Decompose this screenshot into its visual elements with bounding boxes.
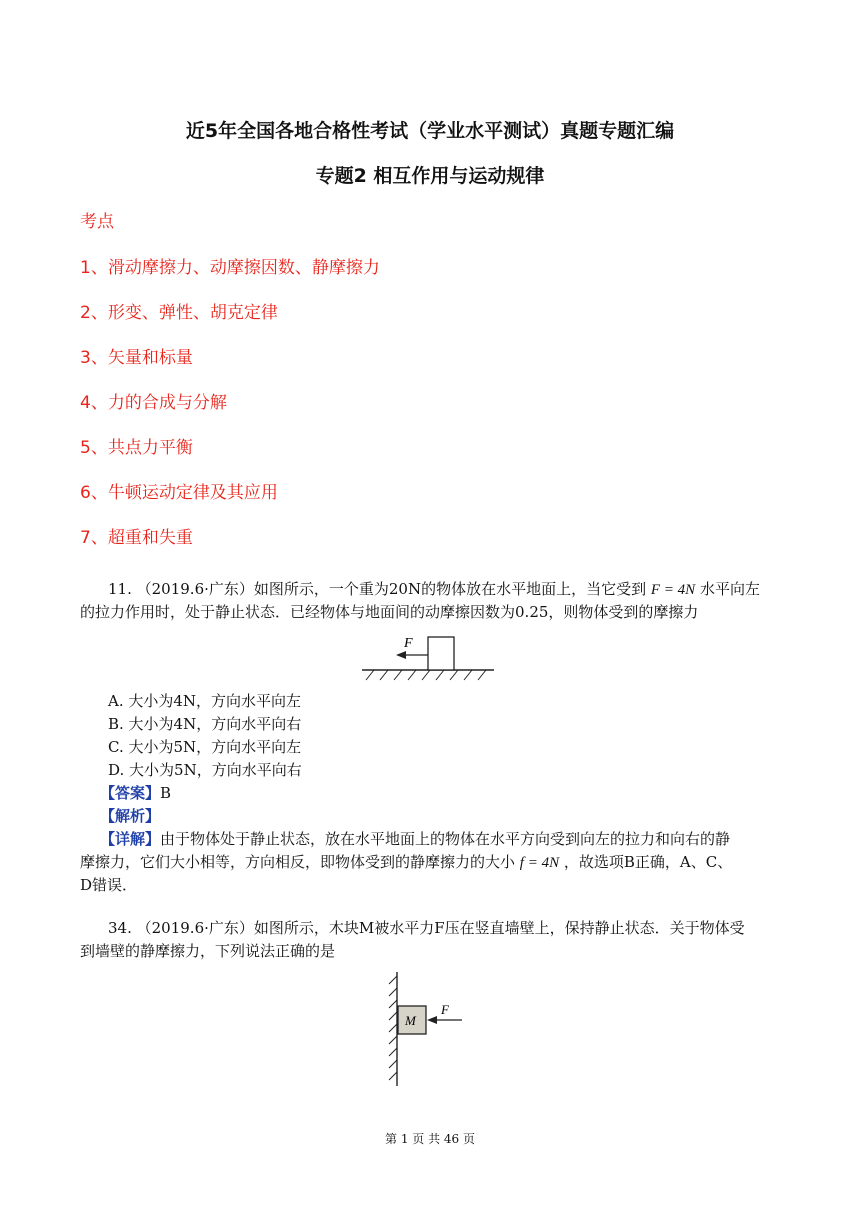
q34-figure — [364, 968, 474, 1090]
force-label: F — [404, 636, 413, 651]
q11-analysis-tag: 【解析】 — [100, 807, 161, 825]
force-label: F — [441, 1002, 449, 1017]
q11-detail-line3: D错误． — [80, 876, 138, 894]
ground-hatching — [366, 670, 486, 680]
q11-detail-formula: f = 4N — [519, 855, 560, 871]
q34-stem-line2: 到墙壁的静摩擦力，下列说法正确的是 — [80, 942, 336, 960]
q11-stem-line2: 的拉力作用时，处于静止状态．已经物体与地面间的动摩擦因数为0.25，则物体受到的摩擦力 — [80, 603, 699, 621]
page-number: 第 1 页 共 46 页 — [385, 1132, 475, 1146]
document-subtitle: 专题2 相互作用与运动规律 — [315, 165, 545, 187]
q11-formula: F = 4N — [650, 582, 696, 598]
kaodian-item: 7、超重和失重 — [80, 528, 193, 548]
kaodian-item: 5、共点力平衡 — [80, 438, 193, 458]
kaodian-item: 1、滑动摩擦力、动摩擦因数、静摩擦力 — [80, 258, 380, 278]
force-arrow-head — [427, 1016, 437, 1024]
kaodian-item: 3、矢量和标量 — [80, 348, 193, 368]
q11-detail-line2: 摩擦力，它们大小相等，方向相反，即物体受到的静摩擦力的大小 f = 4N ，故选项B正确，A、C、 — [80, 853, 733, 871]
kaodian-item: 4、力的合成与分解 — [80, 393, 227, 413]
force-arrow-head — [396, 651, 406, 659]
q34-stem-line1: 34. （2019.6·广东）如图所示，木块M被水平力F压在竖直墙壁上，保持静止状态．关于物体受 — [108, 919, 745, 937]
wall-hatching — [389, 976, 397, 1080]
q11-answer-value: B — [160, 784, 172, 802]
block — [428, 637, 454, 670]
q11-option-b: B. 大小为4N，方向水平向右 — [108, 715, 302, 733]
q11-option-d: D. 大小为5N，方向水平向右 — [108, 761, 302, 779]
block-m-label: M — [405, 1013, 416, 1028]
q11-figure — [360, 628, 500, 686]
q11-stem-line1: 11. （2019.6·广东）如图所示，一个重为20N的物体放在水平地面上，当它受到 F = 4N 水平向左 — [108, 580, 760, 598]
kaodian-heading: 考点 — [80, 212, 114, 232]
q11-option-a: A. 大小为4N，方向水平向左 — [108, 692, 302, 710]
document-title: 近5年全国各地合格性考试（学业水平测试）真题专题汇编 — [185, 120, 675, 142]
q11-answer: 【答案】B — [100, 784, 172, 802]
q11-option-c: C. 大小为5N，方向水平向左 — [108, 738, 302, 756]
kaodian-item: 2、形变、弹性、胡克定律 — [80, 303, 278, 323]
q11-detail-line1: 【详解】由于物体处于静止状态，放在水平地面上的物体在水平方向受到向左的拉力和向右的静 — [100, 830, 731, 848]
kaodian-item: 6、牛顿运动定律及其应用 — [80, 483, 278, 503]
